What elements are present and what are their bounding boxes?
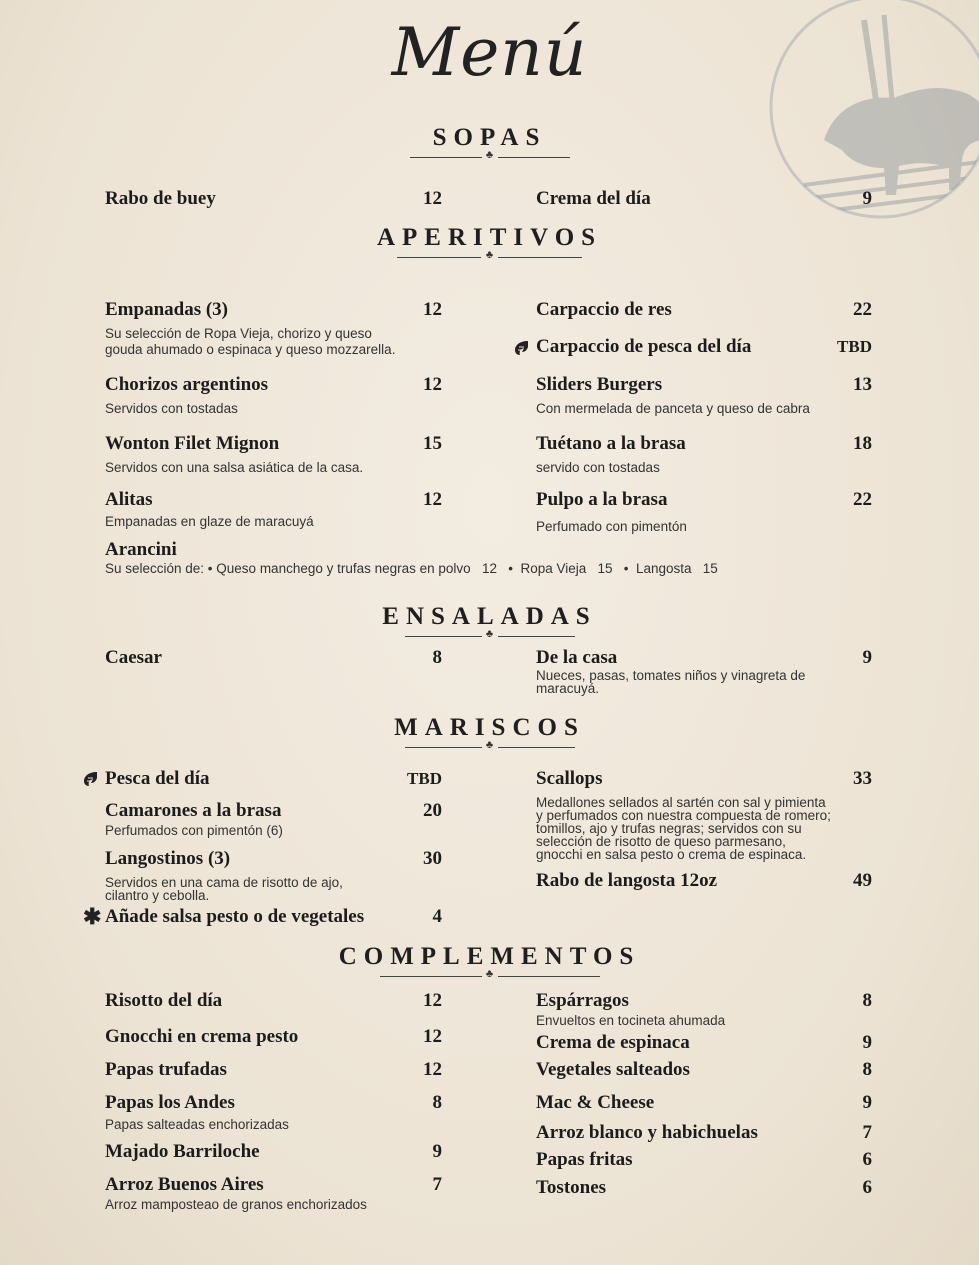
item-name: Papas trufadas bbox=[105, 1059, 227, 1080]
item-description: Servidos con tostadas bbox=[105, 401, 238, 416]
item-name: Tostones bbox=[536, 1177, 607, 1198]
menu-title: Menú bbox=[391, 14, 588, 91]
item-name: Arroz blanco y habichuelas bbox=[536, 1122, 758, 1143]
item-name: Rabo de buey bbox=[105, 188, 216, 209]
item-description: y perfumados con nuestra compuesta de romero; bbox=[536, 808, 831, 823]
item-name: Crema de espinaca bbox=[536, 1032, 690, 1053]
item-name: Carpaccio de pesca del día bbox=[536, 336, 752, 357]
item-name: Wonton Filet Mignon bbox=[105, 433, 280, 454]
item-price: 22 bbox=[853, 299, 872, 320]
item-name: Pulpo a la brasa bbox=[536, 489, 668, 510]
section-ensaladas bbox=[0, 603, 979, 641]
fish-icon bbox=[82, 770, 100, 788]
item-name: Gnocchi en crema pesto bbox=[105, 1026, 299, 1047]
item-description: cilantro y cebolla. bbox=[105, 888, 210, 903]
item-description: Arroz mamposteao de granos enchorizados bbox=[105, 1197, 367, 1212]
item-price: 12 bbox=[423, 990, 442, 1011]
item-price: 18 bbox=[853, 433, 872, 454]
item-name: Alitas bbox=[105, 489, 153, 510]
item-name: Empanadas (3) bbox=[105, 299, 228, 320]
item-name: Espárragos bbox=[536, 990, 629, 1011]
item-description: Su selección de: • Queso manchego y trufas negras en polvo 12 • Ropa Vieja 15 • Langosta 15 bbox=[105, 561, 718, 576]
item-price: 13 bbox=[853, 374, 872, 395]
item-price: 8 bbox=[862, 1059, 872, 1080]
item-price: 15 bbox=[423, 433, 442, 454]
club-ornament-icon: ♣ bbox=[380, 971, 600, 981]
item-price: 9 bbox=[862, 1032, 872, 1053]
item-price: 6 bbox=[862, 1149, 872, 1170]
item-price: 12 bbox=[423, 1059, 442, 1080]
item-description: servido con tostadas bbox=[536, 460, 660, 475]
item-description: Medallones sellados al sartén con sal y pimienta bbox=[536, 795, 826, 810]
item-price: 12 bbox=[423, 489, 442, 510]
item-name: Crema del día bbox=[536, 188, 651, 209]
section-complementos bbox=[0, 943, 979, 981]
item-name: Papas los Andes bbox=[105, 1092, 235, 1113]
item-price: 9 bbox=[862, 1092, 872, 1113]
section-heading-aperitivos: APERITIVOS bbox=[376, 224, 603, 251]
item-price: 4 bbox=[432, 906, 442, 927]
item-description: Empanadas en glaze de maracuyá bbox=[105, 514, 314, 529]
item-name: Risotto del día bbox=[105, 990, 223, 1011]
item-price: 12 bbox=[423, 188, 442, 209]
section-heading-complementos: COMPLEMENTOS bbox=[338, 943, 641, 970]
section-heading-ensaladas: ENSALADAS bbox=[382, 603, 597, 630]
club-ornament-icon: ♣ bbox=[397, 252, 582, 262]
item-description: Perfumado con pimentón bbox=[536, 519, 687, 534]
item-description: Nueces, pasas, tomates niños y vinagreta de bbox=[536, 668, 806, 683]
item-description: Perfumados con pimentón (6) bbox=[105, 823, 283, 838]
item-price: 12 bbox=[423, 299, 442, 320]
item-description: Su selección de Ropa Vieja, chorizo y queso bbox=[105, 326, 372, 341]
item-price: 22 bbox=[853, 489, 872, 510]
item-price: 9 bbox=[862, 647, 872, 668]
item-description: maracuyá. bbox=[536, 681, 600, 696]
item-name: Vegetales salteados bbox=[536, 1059, 690, 1080]
item-name: Papas fritas bbox=[536, 1149, 633, 1170]
item-description: tomillos, ajo y trufas negras; servidos con su bbox=[536, 821, 802, 836]
item-name: Mac & Cheese bbox=[536, 1092, 655, 1113]
item-description: Papas salteadas enchorizadas bbox=[105, 1117, 289, 1132]
item-price: 8 bbox=[432, 1092, 442, 1113]
item-price: 9 bbox=[862, 188, 872, 209]
item-price: 8 bbox=[432, 647, 442, 668]
item-price: 20 bbox=[423, 800, 442, 821]
item-description: Con mermelada de panceta y queso de cabra bbox=[536, 401, 810, 416]
item-price: 30 bbox=[423, 848, 442, 869]
item-name: Langostinos (3) bbox=[105, 848, 231, 869]
item-name: Caesar bbox=[105, 647, 162, 668]
section-heading-mariscos: MARISCOS bbox=[394, 714, 585, 741]
item-name: Añade salsa pesto o de vegetales bbox=[105, 906, 365, 927]
item-price: 33 bbox=[853, 768, 872, 789]
item-price: TBD bbox=[837, 337, 872, 356]
club-ornament-icon: ♣ bbox=[405, 742, 575, 752]
item-name: Pesca del día bbox=[105, 768, 210, 789]
asterisk-icon: ✱ bbox=[83, 904, 102, 929]
item-description: Servidos con una salsa asiática de la casa. bbox=[105, 460, 364, 475]
item-description: Envueltos en tocineta ahumada bbox=[536, 1013, 726, 1028]
section-sopas bbox=[0, 124, 979, 162]
item-name: Majado Barriloche bbox=[105, 1141, 260, 1162]
item-name: Carpaccio de res bbox=[536, 299, 672, 320]
item-price: 6 bbox=[862, 1177, 872, 1198]
item-name: Camarones a la brasa bbox=[105, 800, 282, 821]
item-name: Arancini bbox=[105, 539, 177, 560]
club-ornament-icon: ♣ bbox=[410, 152, 570, 162]
item-name: Scallops bbox=[536, 768, 603, 789]
fish-icon bbox=[513, 339, 531, 357]
section-mariscos bbox=[0, 714, 979, 752]
item-description: Servidos en una cama de risotto de ajo, bbox=[105, 875, 343, 890]
item-description: gnocchi en salsa pesto o crema de espinaca. bbox=[536, 847, 807, 862]
item-price: 12 bbox=[423, 374, 442, 395]
item-price: 7 bbox=[862, 1122, 872, 1143]
item-description: gouda ahumado o espinaca y queso mozzarella. bbox=[105, 342, 396, 357]
section-heading-sopas: SOPAS bbox=[432, 124, 547, 151]
club-ornament-icon: ♣ bbox=[405, 631, 575, 641]
item-description: selección de risotto de queso parmesano, bbox=[536, 834, 786, 849]
item-price: TBD bbox=[407, 769, 442, 788]
item-price: 7 bbox=[432, 1174, 442, 1195]
item-price: 12 bbox=[423, 1026, 442, 1047]
item-name: Sliders Burgers bbox=[536, 374, 663, 395]
section-aperitivos bbox=[0, 224, 979, 262]
item-name: Chorizos argentinos bbox=[105, 374, 269, 395]
item-name: Arroz Buenos Aires bbox=[105, 1174, 264, 1195]
item-price: 49 bbox=[853, 870, 872, 891]
item-name: Tuétano a la brasa bbox=[536, 433, 686, 454]
item-price: 8 bbox=[862, 990, 872, 1011]
item-name: Rabo de langosta 12oz bbox=[536, 870, 718, 891]
item-name: De la casa bbox=[536, 647, 618, 668]
item-price: 9 bbox=[432, 1141, 442, 1162]
